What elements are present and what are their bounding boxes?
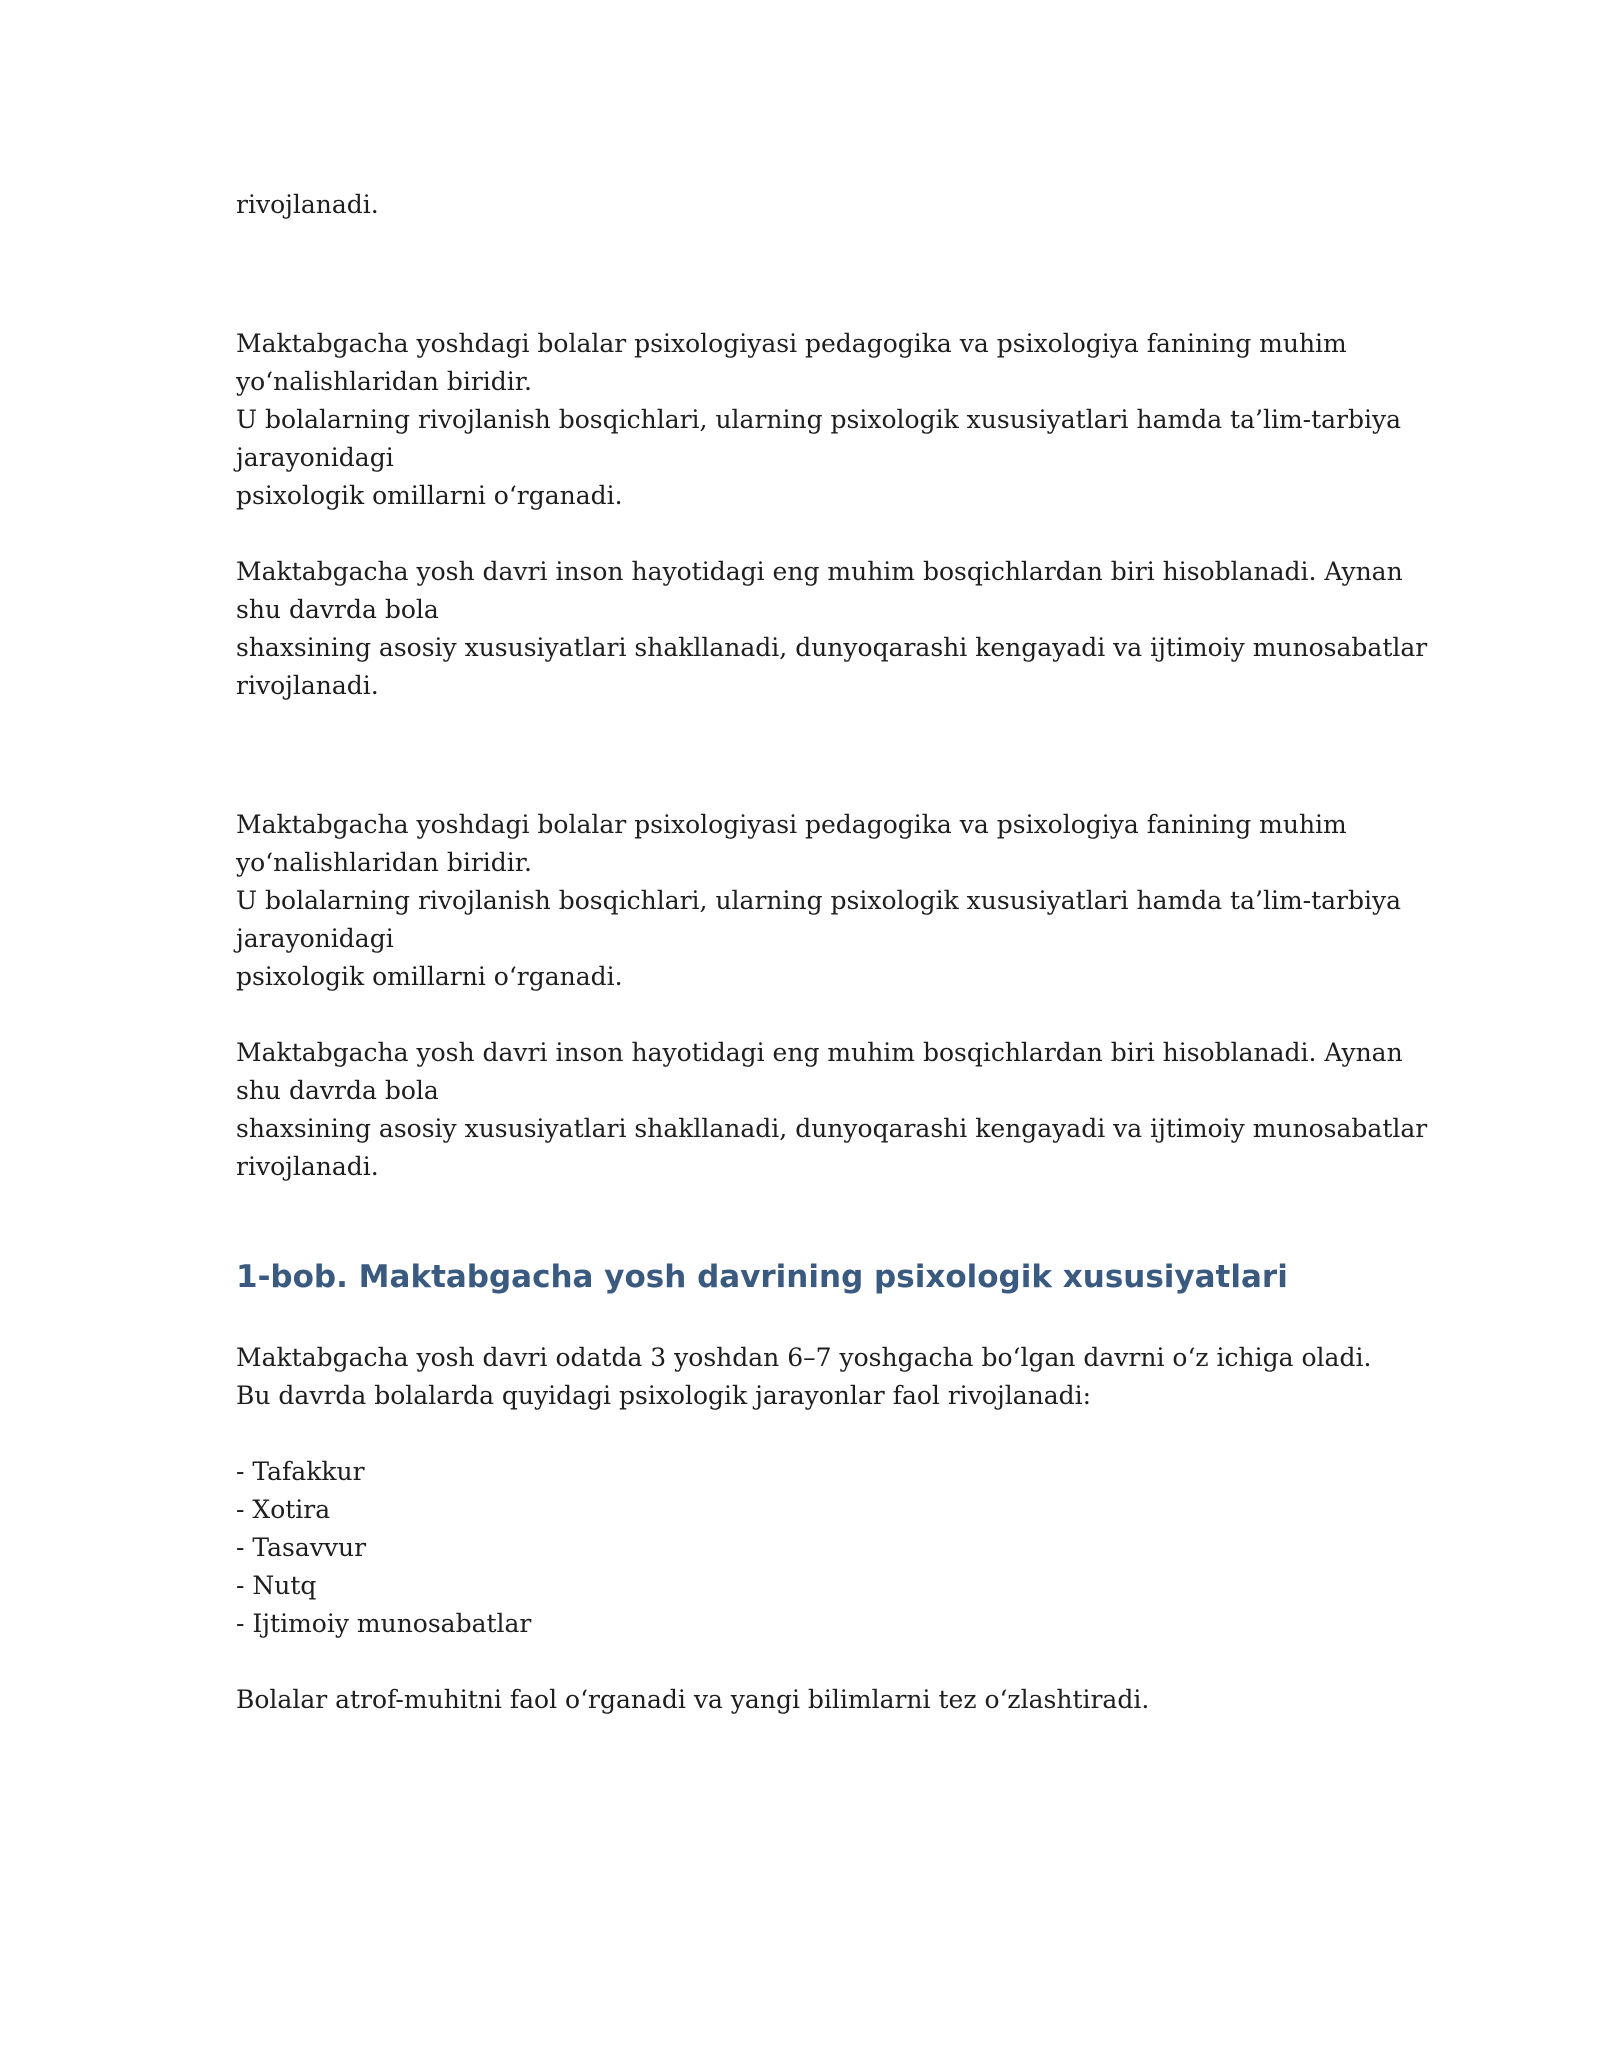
paragraph-line: Maktabgacha yoshdagi bolalar psixologiyasi pedagogika va psixologiya fanining muhim bbox=[236, 329, 1347, 358]
paragraph-line: Maktabgacha yoshdagi bolalar psixologiyasi pedagogika va psixologiya fanining muhim bbox=[236, 810, 1347, 839]
list-item: - Tafakkur bbox=[236, 1457, 365, 1486]
list-item: - Tasavvur bbox=[236, 1533, 367, 1562]
paragraph-line: Bu davrda bolalarda quyidagi psixologik jarayonlar faol rivojlanadi: bbox=[236, 1381, 1092, 1410]
paragraph-line: jarayonidagi bbox=[236, 924, 394, 953]
closing-paragraph: Bolalar atrof-muhitni faol o‘rganadi va yangi bilimlarni tez o‘zlashtiradi. bbox=[236, 1685, 1150, 1714]
top-fragment-text: rivojlanadi. bbox=[236, 190, 379, 219]
paragraph-line: U bolalarning rivojlanish bosqichlari, ularning psixologik xususiyatlari hamda ta’lim-tarbiya bbox=[236, 405, 1402, 434]
paragraph-line: rivojlanadi. bbox=[236, 671, 379, 700]
process-list bbox=[236, 1453, 1376, 1643]
paragraph-line: Maktabgacha yosh davri inson hayotidagi eng muhim bosqichlardan biri hisoblanadi. Aynan bbox=[236, 557, 1403, 586]
list-item: - Xotira bbox=[236, 1495, 331, 1524]
paragraph-line: yo‘nalishlaridan biridir. bbox=[236, 848, 532, 877]
block2-paragraph2 bbox=[236, 1034, 1428, 1186]
block2-paragraph1 bbox=[236, 806, 1402, 996]
paragraph-line: rivojlanadi. bbox=[236, 1152, 379, 1181]
paragraph-line: yo‘nalishlaridan biridir. bbox=[236, 367, 532, 396]
block1-paragraph1 bbox=[236, 325, 1402, 515]
paragraph-line: psixologik omillarni o‘rganadi. bbox=[236, 481, 623, 510]
paragraph-line: shu davrda bola bbox=[236, 595, 439, 624]
list-item: - Nutq bbox=[236, 1571, 317, 1600]
block1-paragraph2 bbox=[236, 553, 1428, 705]
paragraph-line: jarayonidagi bbox=[236, 443, 394, 472]
paragraph-line: Maktabgacha yosh davri odatda 3 yoshdan 6–7 yoshgacha bo‘lgan davrni o‘z ichiga oladi. bbox=[236, 1343, 1372, 1372]
paragraph-line: psixologik omillarni o‘rganadi. bbox=[236, 962, 623, 991]
paragraph-line: shaxsining asosiy xususiyatlari shakllanadi, dunyoqarashi kengayadi va ijtimoiy munosabatlar bbox=[236, 633, 1428, 662]
list-item: - Ijtimoiy munosabatlar bbox=[236, 1609, 532, 1638]
document-body bbox=[236, 186, 1428, 1719]
paragraph-line: shu davrda bola bbox=[236, 1076, 439, 1105]
paragraph-line: U bolalarning rivojlanish bosqichlari, ularning psixologik xususiyatlari hamda ta’lim-tarbiya bbox=[236, 886, 1402, 915]
paragraph-line: shaxsining asosiy xususiyatlari shakllanadi, dunyoqarashi kengayadi va ijtimoiy munosabatlar bbox=[236, 1114, 1428, 1143]
paragraph-line: Maktabgacha yosh davri inson hayotidagi eng muhim bosqichlardan biri hisoblanadi. Aynan bbox=[236, 1038, 1403, 1067]
section-heading: 1-bob. Maktabgacha yosh davrining psixologik xususiyatlari bbox=[236, 1259, 1288, 1295]
section-intro bbox=[236, 1339, 1376, 1415]
